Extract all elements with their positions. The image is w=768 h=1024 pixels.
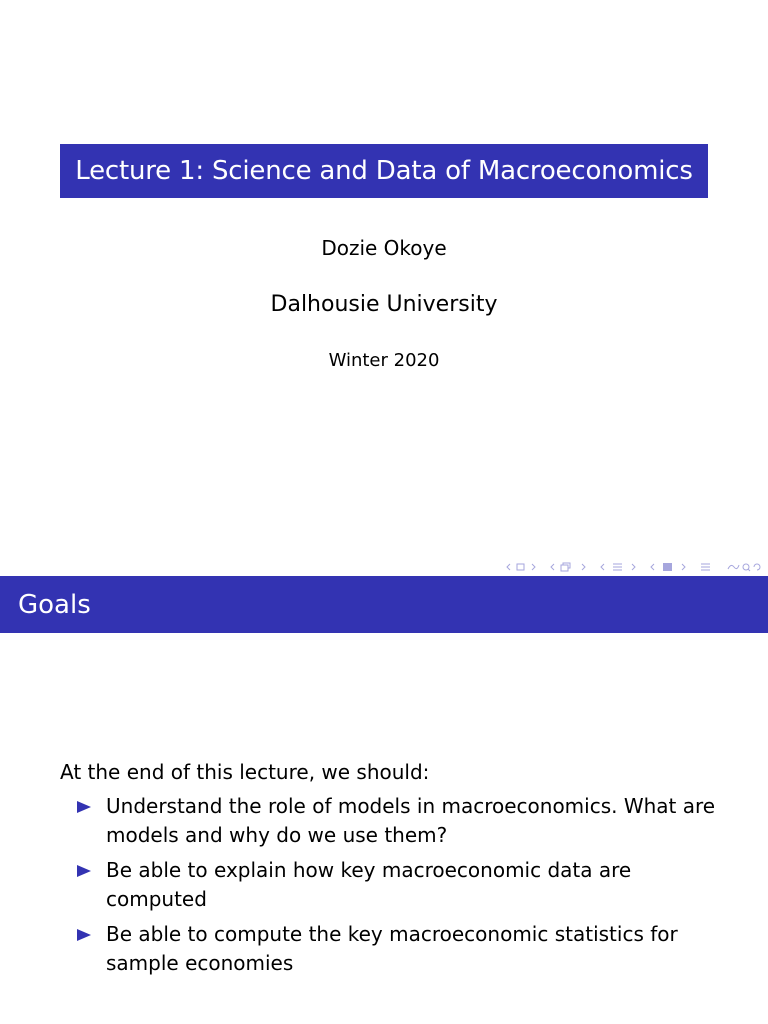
frame-title-bar (0, 576, 768, 633)
triangle-bullet-icon (76, 856, 106, 885)
nav-frame-icon[interactable] (506, 562, 536, 572)
goals-slide (0, 576, 768, 1024)
presentation-date: Winter 2020 (328, 350, 440, 371)
triangle-bullet-icon (76, 792, 106, 821)
goal-text: Be able to explain how key macroeconomic data are computed (106, 858, 632, 911)
nav-section-icon[interactable] (600, 562, 636, 572)
list-item (76, 856, 726, 914)
triangle-bullet-icon (76, 920, 106, 949)
list-item (76, 920, 726, 978)
presentation-title: Lecture 1: Science and Data of Macroeconomics (75, 156, 693, 186)
nav-document-end-icon[interactable] (700, 562, 712, 572)
goal-text: Understand the role of models in macroeconomics. What are models and why do we use them? (106, 794, 716, 847)
nav-subsection-icon[interactable] (550, 562, 586, 572)
frame-title: Goals (18, 589, 91, 620)
goal-text: Be able to compute the key macroeconomic statistics for sample economies (106, 922, 678, 975)
institute-name: Dalhousie University (270, 292, 498, 317)
presentation-title-box (60, 144, 708, 198)
goals-list (76, 792, 726, 984)
beamer-navigation-bar (506, 560, 762, 574)
list-item (76, 792, 726, 850)
nav-document-icon[interactable] (650, 562, 686, 572)
author-name: Dozie Okoye (321, 236, 447, 260)
goals-intro: At the end of this lecture, we should: (60, 760, 430, 784)
nav-search-icon[interactable] (726, 562, 762, 572)
